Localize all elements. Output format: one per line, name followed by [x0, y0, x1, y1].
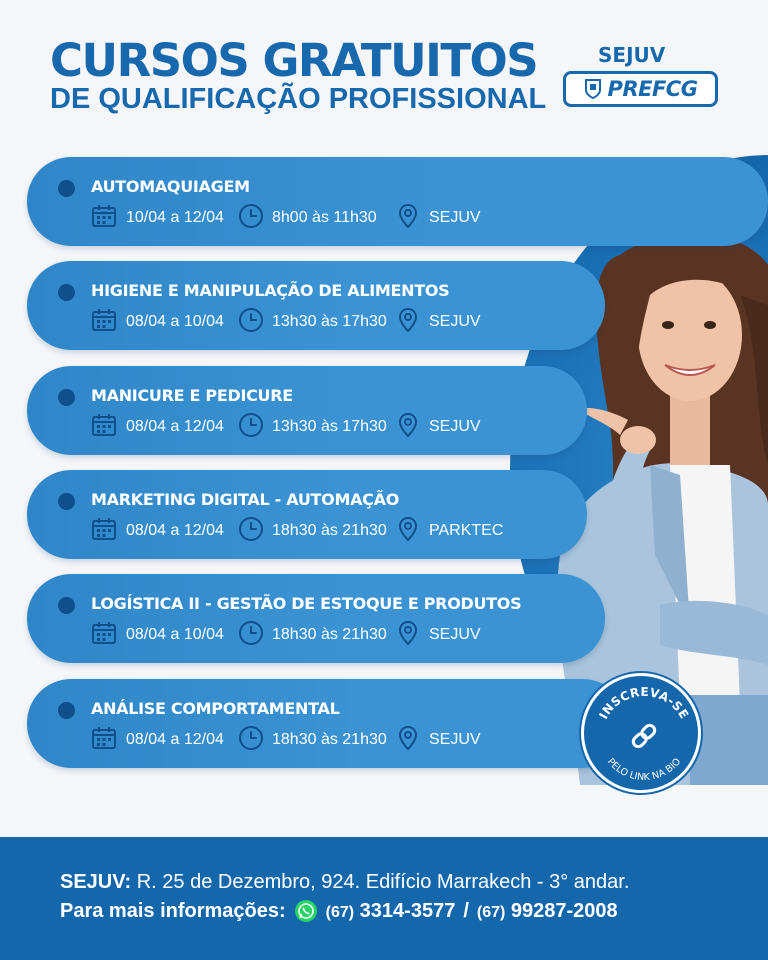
course-dates: 08/04 a 10/04 [126, 626, 224, 643]
course-details [91, 622, 481, 648]
clock-icon [238, 412, 264, 443]
calendar-icon [91, 307, 117, 338]
footer-address-text: R. 25 de Dezembro, 924. Edifício Marrakech - 3° andar. [136, 871, 630, 893]
course-place: PARKTEC [429, 522, 504, 539]
calendar-icon [91, 412, 117, 443]
course-name: HIGIENE E MANIPULAÇÃO DE ALIMENTOS [91, 281, 450, 300]
footer-info-label: Para mais informações: [60, 899, 286, 922]
link-icon [631, 723, 656, 748]
phone-number-1[interactable] [326, 900, 456, 923]
bullet-dot [58, 389, 75, 406]
svg-text:INSCREVA-SE [596, 685, 691, 722]
course-place: SEJUV [429, 313, 481, 330]
bullet-dot [58, 284, 75, 301]
course-card [27, 366, 587, 455]
phone-separator: / [463, 899, 469, 922]
course-details [91, 414, 481, 440]
phone-2-ddd: (67) [476, 903, 506, 921]
crest-icon [584, 78, 602, 100]
course-card [27, 157, 768, 246]
course-dates: 08/04 a 10/04 [126, 313, 224, 330]
course-card [27, 470, 587, 559]
footer-contact [60, 899, 618, 923]
course-dates: 08/04 a 12/04 [126, 522, 224, 539]
footer [0, 837, 768, 960]
clock-icon [238, 620, 264, 651]
whatsapp-icon[interactable] [294, 899, 318, 923]
signup-badge-bottom-text: PELO LINK NA BIO [604, 756, 684, 784]
page-subtitle: DE QUALIFICAÇÃO PROFISSIONAL [50, 83, 547, 115]
course-name: MARKETING DIGITAL - AUTOMAÇÃO [91, 490, 399, 509]
phone-1-number: 3314-3577 [359, 899, 456, 922]
clock-icon [238, 307, 264, 338]
course-place: SEJUV [429, 626, 481, 643]
course-card [27, 261, 605, 350]
course-place: SEJUV [429, 209, 481, 226]
calendar-icon [91, 620, 117, 651]
course-time: 13h30 às 17h30 [272, 313, 387, 330]
signup-badge-graphic [584, 676, 704, 796]
phone-1-ddd: (67) [325, 903, 355, 921]
course-details [91, 205, 481, 231]
course-dates: 08/04 a 12/04 [126, 418, 224, 435]
location-pin-icon [397, 203, 419, 234]
course-details [91, 518, 503, 544]
location-pin-icon [397, 307, 419, 338]
bullet-dot [58, 180, 75, 197]
course-details [91, 727, 481, 753]
bullet-dot [58, 702, 75, 719]
footer-address [60, 871, 629, 894]
course-time: 18h30 às 21h30 [272, 731, 387, 748]
course-place: SEJUV [429, 418, 481, 435]
phone-2-number: 99287-2008 [510, 899, 618, 922]
phone-number-2[interactable] [477, 900, 618, 923]
prefcg-logo [563, 71, 718, 107]
course-time: 13h30 às 17h30 [272, 418, 387, 435]
course-time: 18h30 às 21h30 [272, 626, 387, 643]
course-card [27, 679, 627, 768]
course-name: MANICURE E PEDICURE [91, 386, 293, 405]
location-pin-icon [397, 412, 419, 443]
course-name: LOGÍSTICA II - GESTÃO DE ESTOQUE E PRODUTOS [91, 594, 522, 613]
course-time: 18h30 às 21h30 [272, 522, 387, 539]
svg-text:PELO LINK NA BIO [605, 756, 683, 783]
calendar-icon [91, 516, 117, 547]
bullet-dot [58, 493, 75, 510]
location-pin-icon [397, 516, 419, 547]
brand-org-name: SEJUV [598, 43, 666, 67]
course-time: 8h00 às 11h30 [272, 209, 377, 226]
clock-icon [238, 725, 264, 756]
course-details [91, 309, 481, 335]
course-dates: 08/04 a 12/04 [126, 731, 224, 748]
signup-badge-top-text: INSCREVA-SE [596, 684, 692, 722]
page-title: CURSOS GRATUITOS [50, 34, 538, 87]
bullet-dot [58, 597, 75, 614]
footer-address-label: SEJUV: [60, 871, 132, 893]
course-dates: 10/04 a 12/04 [126, 209, 224, 226]
course-card [27, 574, 605, 663]
location-pin-icon [397, 725, 419, 756]
calendar-icon [91, 203, 117, 234]
course-name: AUTOMAQUIAGEM [91, 177, 250, 196]
clock-icon [238, 203, 264, 234]
signup-badge[interactable] [581, 673, 701, 793]
calendar-icon [91, 725, 117, 756]
course-name: ANÁLISE COMPORTAMENTAL [91, 699, 340, 718]
course-place: SEJUV [429, 731, 481, 748]
prefcg-logo-text: PREFCG [607, 77, 698, 101]
clock-icon [238, 516, 264, 547]
location-pin-icon [397, 620, 419, 651]
